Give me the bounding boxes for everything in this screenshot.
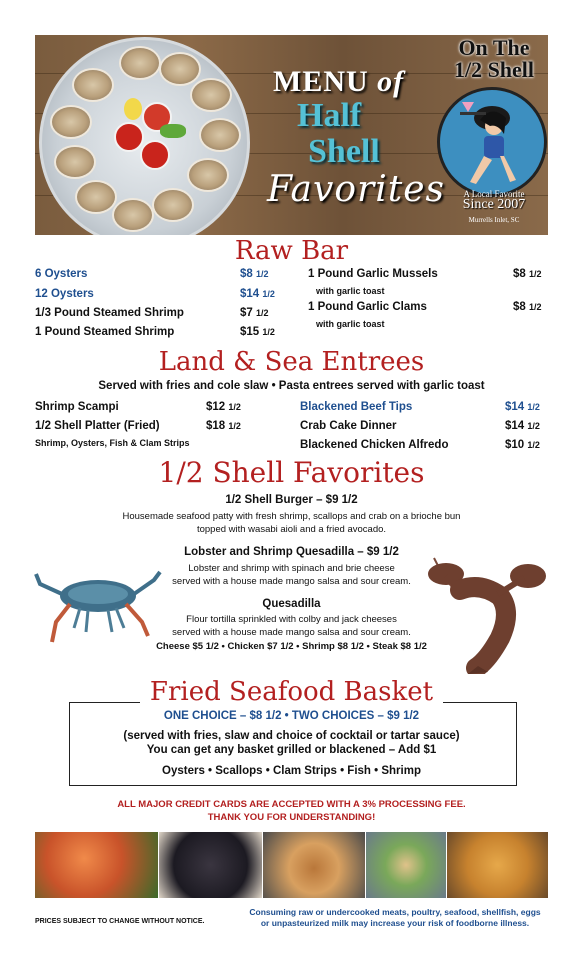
quesadilla-options: Cheese $5 1/2 • Chicken $7 1/2 • Shrimp $8 1/2 • Steak $8 1/2 bbox=[156, 641, 427, 652]
raw-bar-heading: Raw Bar bbox=[234, 236, 349, 266]
crab-cake-photo bbox=[263, 832, 365, 898]
logo-title: On The 1/2 Shell bbox=[453, 35, 535, 82]
burger-name: 1/2 Shell Burger – $9 1/2 bbox=[225, 494, 358, 506]
entree-price: $14 1/2 bbox=[505, 401, 540, 413]
entree-name: Shrimp Scampi bbox=[35, 401, 119, 413]
raw-item-name: 1 Pound Steamed Shrimp bbox=[35, 326, 175, 338]
oyster-platter-image bbox=[39, 37, 250, 235]
entree-price: $10 1/2 bbox=[505, 439, 540, 451]
basket-items: Oysters • Scallops • Clam Strips • Fish • Shrimp bbox=[162, 765, 421, 777]
burger-desc-2: topped with wasabi aioli and a fried avocado. bbox=[196, 524, 387, 535]
raw-item-price: $7 1/2 bbox=[240, 307, 269, 319]
half-title: Half bbox=[297, 97, 362, 134]
basket-heading: Fried Seafood Basket bbox=[149, 677, 434, 707]
raw-item-name: 1 Pound Garlic Clams bbox=[308, 301, 427, 313]
raw-item-name: 1 Pound Garlic Mussels bbox=[308, 268, 438, 280]
prices-note: PRICES SUBJECT TO CHANGE WITHOUT NOTICE. bbox=[35, 918, 205, 925]
raw-item-price: $8 1/2 bbox=[513, 268, 542, 280]
basket-choices: ONE CHOICE – $8 1/2 • TWO CHOICES – $9 1/2 bbox=[163, 710, 420, 722]
health-warning-1: Consuming raw or undercooked meats, poultry, seafood, shellfish, eggs bbox=[249, 907, 541, 917]
lobster-quesadilla-desc-1: Lobster and shrimp with spinach and brie cheese bbox=[188, 563, 395, 574]
raw-item-price: $8 1/2 bbox=[240, 268, 269, 280]
entree-price: $14 1/2 bbox=[505, 420, 540, 432]
entrees-subtitle: Served with fries and cole slaw • Pasta entrees served with garlic toast bbox=[98, 380, 485, 392]
shrimp-photo bbox=[35, 832, 158, 898]
lobster-quesadilla-name: Lobster and Shrimp Quesadilla – $9 1/2 bbox=[184, 546, 399, 558]
lobster-image bbox=[416, 552, 550, 674]
quesadilla-name: Quesadilla bbox=[262, 598, 321, 610]
entree-price: $12 1/2 bbox=[206, 401, 241, 413]
credit-note-1: ALL MAJOR CREDIT CARDS ARE ACCEPTED WITH A 3% PROCESSING FEE. bbox=[117, 799, 466, 810]
quesadilla-desc-2: served with a house made mango salsa and sour cream. bbox=[172, 627, 411, 638]
taco-photo bbox=[366, 832, 446, 898]
raw-item-price: $8 1/2 bbox=[513, 301, 542, 313]
health-warning-2: or unpasteurized milk may increase your risk of foodborne illness. bbox=[260, 918, 530, 928]
raw-item-name: 12 Oysters bbox=[35, 288, 94, 300]
raw-item-name: 6 Oysters bbox=[35, 268, 88, 280]
entree-name: Blackened Beef Tips bbox=[300, 401, 413, 413]
location-text: Murrells Inlet, SC bbox=[468, 216, 520, 224]
raw-item-name: 1/3 Pound Steamed Shrimp bbox=[35, 307, 184, 319]
raw-item-price: $15 1/2 bbox=[240, 326, 275, 338]
favorites-heading: 1/2 Shell Favorites bbox=[158, 456, 425, 489]
menu-of-title: MENU of bbox=[273, 65, 405, 98]
crab-image bbox=[34, 566, 162, 646]
waitress-logo-image bbox=[437, 87, 547, 197]
entree-name: Blackened Chicken Alfredo bbox=[300, 439, 449, 451]
raw-item-note: with garlic toast bbox=[316, 286, 385, 296]
credit-note-2: THANK YOU FOR UNDERSTANDING! bbox=[207, 812, 376, 823]
since-text: Since 2007 bbox=[462, 197, 526, 212]
lobster-quesadilla-desc-2: served with a house made mango salsa and sour cream. bbox=[172, 576, 411, 587]
entree-name: Crab Cake Dinner bbox=[300, 420, 397, 432]
shell-title: Shell bbox=[308, 133, 380, 170]
favorites-title: Favorites bbox=[267, 169, 445, 210]
local-favorite-text: A Local Favorite bbox=[463, 189, 525, 199]
burger-desc-1: Housemade seafood patty with fresh shrimp, scallops and crab on a brioche bun bbox=[122, 511, 461, 522]
basket-desc-2: You can get any basket grilled or blackened – Add $1 bbox=[146, 744, 437, 756]
entree-name: 1/2 Shell Platter (Fried) bbox=[35, 420, 160, 432]
mussels-photo bbox=[159, 832, 262, 898]
fried-basket-photo bbox=[447, 832, 548, 898]
quesadilla-desc-1: Flour tortilla sprinkled with colby and jack cheeses bbox=[186, 614, 397, 625]
basket-desc-1: (served with fries, slaw and choice of cocktail or tartar sauce) bbox=[123, 730, 460, 742]
entree-price: $18 1/2 bbox=[206, 420, 241, 432]
raw-item-note: with garlic toast bbox=[316, 319, 385, 329]
raw-item-price: $14 1/2 bbox=[240, 288, 275, 300]
entree-note: Shrimp, Oysters, Fish & Clam Strips bbox=[35, 438, 190, 448]
header-banner bbox=[35, 35, 548, 235]
entrees-heading: Land & Sea Entrees bbox=[158, 347, 425, 377]
